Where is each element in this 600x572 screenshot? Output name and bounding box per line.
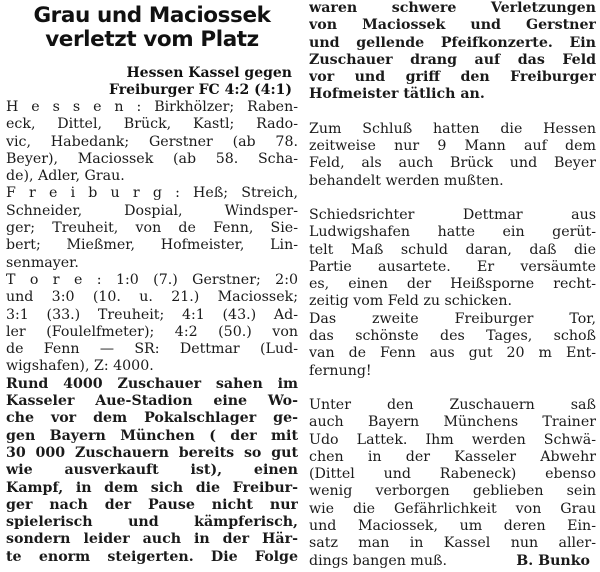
right-body-line [309,173,596,190]
line-text: de), Adler, Grau. [6,168,125,185]
line-text: H e s s e n : Birkhölzer; Raben- [6,99,298,115]
line-text: ger; Treuheit, von de Fenn, Sie- [6,220,298,237]
line-text: waren schwere Verletzungen [309,0,596,16]
line-text: zeitweise nur 9 Mann auf dem [309,138,596,155]
headline-line-1: Grau und Maciossek [33,3,271,28]
line-text: (Dittel und Rabeneck) ebenso [309,466,596,483]
headline-line-2: verletzt vom Platz [45,27,259,52]
line-text: fernung! [309,362,372,379]
left-body-line [6,134,298,151]
line-text: gen Bayern München ( der mit [6,427,298,444]
line-text: T o r e : 1:0 (7.) Gerstner; 2:0 [6,271,298,288]
right-body-line [309,207,596,224]
right-body-line [309,86,596,103]
line-text: Hofmeister tätlich an. [309,86,485,103]
paragraph-gap [309,380,596,397]
subheadline-line-1: Hessen Kassel gegen [126,65,292,81]
line-text: Rund 4000 Zuschauer sahen im [6,375,298,392]
left-body-line [6,514,298,531]
left-body-line [6,116,298,133]
line-text: dings bangen muß. [309,552,448,569]
subheadline-line-2: Freiburger FC 4:2 (4:1) [109,82,292,98]
left-body-line [6,549,298,566]
right-body-line [309,311,596,328]
paragraph-gap [309,104,596,121]
right-body-line [309,466,596,483]
line-text: Unter den Zuschauern saß [309,396,596,413]
right-body-line [309,518,596,535]
right-body-line [309,224,596,241]
line-text: senmayer. [6,254,79,271]
line-text: Kampf, in dem sich die Freibur- [6,479,298,496]
left-body-line [6,220,298,237]
line-text: de Fenn — SR: Dettmar (Lud- [6,341,298,358]
line-text: eck, Dittel, Brück, Kastl; Rado- [6,116,298,133]
line-text: es, einen der Heißsporne recht- [309,276,596,293]
subheadline [6,65,298,99]
line-text: wie ausverkauft ist), einen [6,462,298,479]
line-text: Zuschauer drang auf das Feld [309,51,596,68]
left-body-line [6,445,298,462]
line-text: das schönste des Tages, schoß [309,328,596,345]
line-text: ger nach der Pause nicht nur [6,496,298,513]
left-body-line [6,185,298,202]
right-body-line [309,17,596,34]
left-body-line [6,168,298,185]
line-text: behandelt werden mußten. [309,172,504,189]
left-body-line [6,376,298,393]
line-text: ler (Foulelfmeter); 4:2 (50.) von [6,323,298,340]
left-body-line [6,203,298,220]
left-body-line [6,497,298,514]
line-text: Das zweite Freiburger Tor, [309,310,596,327]
line-text: bert; Mießmer, Hofmeister, Lin- [6,237,298,254]
paragraph-gap [309,190,596,207]
right-body-line [309,155,596,172]
line-text: Partie ausartete. Er versäumte [309,258,596,275]
line-text: wigshafen), Z: 4000. [6,358,154,375]
right-body-line [309,52,596,69]
right-body-line [309,276,596,293]
left-body-line [6,428,298,445]
left-body-text [6,99,298,566]
left-body-line [6,531,298,548]
left-column [6,0,298,566]
line-text: Schiedsrichter Dettmar aus [309,206,596,223]
right-body-line [309,69,596,86]
left-body-line [6,99,298,116]
line-text: und 3:0 (10. u. 21.) Maciossek; [6,289,298,306]
line-text: spielerisch und kämpferisch, [6,514,298,531]
right-body-line [309,535,596,552]
line-text: te enorm steigerten. Die Folge [6,548,298,565]
left-body-line [6,410,298,427]
line-text: wenig verborgen geblieben sein [309,483,596,500]
line-text: telt Maß schuld daran, daß die [309,241,596,258]
left-body-line [6,341,298,358]
right-body-line [309,397,596,414]
right-body-line [309,414,596,431]
line-text: Beyer), Maciossek (ab 58. Scha- [6,150,298,167]
left-body-line [6,237,298,254]
line-text: sondern leider auch in der Här- [6,531,298,548]
line-text: Ludwigshafen hatte ein gerüt- [309,224,596,241]
left-body-line [6,324,298,341]
left-body-line [6,151,298,168]
right-body-line [309,363,596,380]
line-text: Udo Lattek. Ihm werden Schwä- [309,431,596,448]
right-body-text [309,0,596,570]
right-body-line [309,293,596,310]
line-text: van de Fenn aus gut 20 m Ent- [309,345,596,362]
right-body-line [309,501,596,518]
line-text: wie die Gefährlichkeit von Grau [309,500,596,517]
right-body-line [309,0,596,17]
left-body-line [6,462,298,479]
right-body-line [309,138,596,155]
line-text: 3:1 (33.) Treuheit; 4:1 (43.) Ad- [6,306,298,323]
right-body-line [309,328,596,345]
right-body-line [309,259,596,276]
right-body-line [309,121,596,138]
left-body-line [6,480,298,497]
left-body-line [6,255,298,272]
line-text: satz man in Kassel nun aller- [309,535,596,552]
line-text: Zum Schluß hatten die Hessen [309,120,596,137]
right-body-line [309,35,596,52]
headline [6,4,298,52]
author-signature: B. Bunko [516,552,590,569]
line-text: Kasseler Aue-Stadion eine Wo- [6,393,298,410]
line-text: vic, Habedank; Gerstner (ab 78. [6,133,298,150]
line-text: zeitig vom Feld zu schicken. [309,293,512,310]
line-text: vor und griff den Freiburger [309,69,596,86]
left-body-line [6,272,298,289]
right-body-line [309,345,596,362]
left-body-line [6,393,298,410]
line-text: Schneider, Dospial, Windsper- [6,202,298,219]
line-text: 30 000 Zuschauern bereits so gut [6,444,298,461]
right-body-line [309,432,596,449]
line-text: von Maciossek und Gerstner [309,17,596,34]
line-text: F r e i b u r g : Heß; Streich, [6,185,298,202]
left-body-line [6,289,298,306]
line-text: Feld, als auch Brück und Beyer [309,155,596,172]
right-column [309,0,596,570]
right-body-line [309,553,596,570]
line-text: chen in der Kasseler Abwehr [309,448,596,465]
line-text: auch Bayern Münchens Trainer [309,414,596,431]
right-body-line [309,483,596,500]
right-body-line [309,242,596,259]
right-body-line [309,449,596,466]
line-text: und gellende Pfeifkonzerte. Ein [309,34,596,51]
line-text: und Maciossek, um deren Ein- [309,518,596,535]
left-body-line [6,358,298,375]
line-text: che vor dem Pokalschlager ge- [6,410,298,427]
left-body-line [6,307,298,324]
